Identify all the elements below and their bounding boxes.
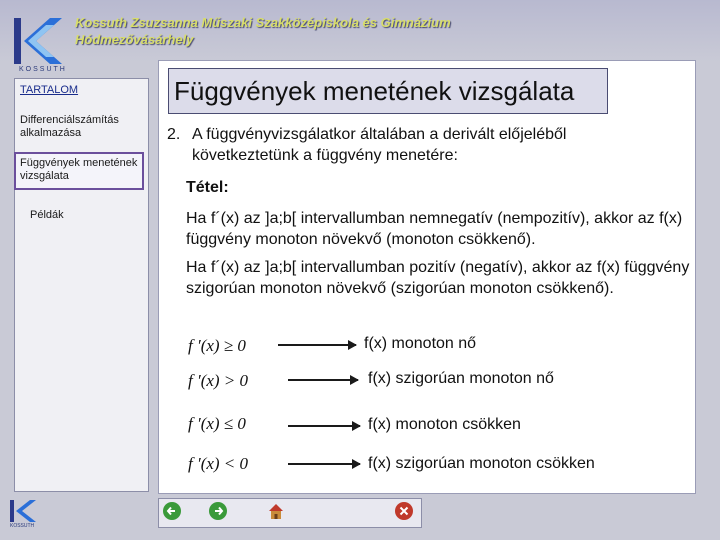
home-icon[interactable] — [266, 501, 286, 521]
arrow-right-icon — [288, 463, 360, 465]
svg-text:KOSSUTH: KOSSUTH — [10, 523, 35, 528]
item-number: 2. — [167, 126, 181, 143]
formula-positive: f ′(x) > 0 — [188, 371, 249, 390]
logo-wordmark: KOSSUTH — [19, 66, 67, 73]
sidebar-item-examples[interactable]: Példák — [30, 209, 64, 221]
arrow-right-icon — [278, 344, 356, 346]
formula-negative: f ′(x) < 0 — [188, 454, 249, 473]
sidebar-item-differential[interactable]: Differenciálszámítás alkalmazása — [20, 114, 119, 139]
formula-nonpositive: f ′(x) ≤ 0 — [188, 414, 246, 433]
result-monotone-decreasing: f(x) monoton csökken — [368, 416, 521, 433]
school-name-line2: Hódmezővásárhely — [75, 32, 194, 47]
formula-nonnegative: f ′(x) ≥ 0 — [188, 336, 246, 355]
item-text: A függvényvizsgálatkor általában a derivált előjeléből következtetünk a függvény menetére: — [192, 126, 567, 164]
school-name — [75, 14, 451, 48]
footer-logo — [8, 498, 48, 528]
sidebar — [14, 78, 149, 492]
navigation-toolbar — [158, 498, 422, 528]
result-monotone-increasing: f(x) monoton nő — [364, 335, 477, 352]
page-title: Függvények menetének vizsgálata — [174, 76, 575, 106]
sidebar-item-toc[interactable]: TARTALOM — [20, 84, 79, 96]
result-strictly-increasing: f(x) szigorúan monoton nő — [368, 370, 554, 387]
sidebar-item-function-analysis[interactable]: Függvények menetének vizsgálata — [20, 157, 138, 182]
theorem-paragraph-2: Ha f´(x) az ]a;b[ intervallumban pozitív (negatív), akkor az f(x) függvény szigorúan monoton növekvő (szigorúan monoton csökkenő). — [186, 259, 690, 297]
back-arrow-icon[interactable] — [162, 501, 182, 521]
theorem-paragraph-1: Ha f´(x) az ]a;b[ intervallumban nemnegatív (nempozitív), akkor az f(x) függvény monoton növekvő (monoton csökkenő). — [186, 210, 683, 248]
school-name-line1: Kossuth Zsuzsanna Műszaki Szakközépiskola és Gimnázium — [75, 15, 451, 30]
result-strictly-decreasing: f(x) szigorúan monoton csökken — [368, 455, 595, 472]
theorem-label: Tétel: — [186, 179, 229, 196]
forward-arrow-icon[interactable] — [208, 501, 228, 521]
arrow-right-icon — [288, 425, 360, 427]
close-icon[interactable] — [394, 501, 414, 521]
arrow-right-icon — [288, 379, 358, 381]
